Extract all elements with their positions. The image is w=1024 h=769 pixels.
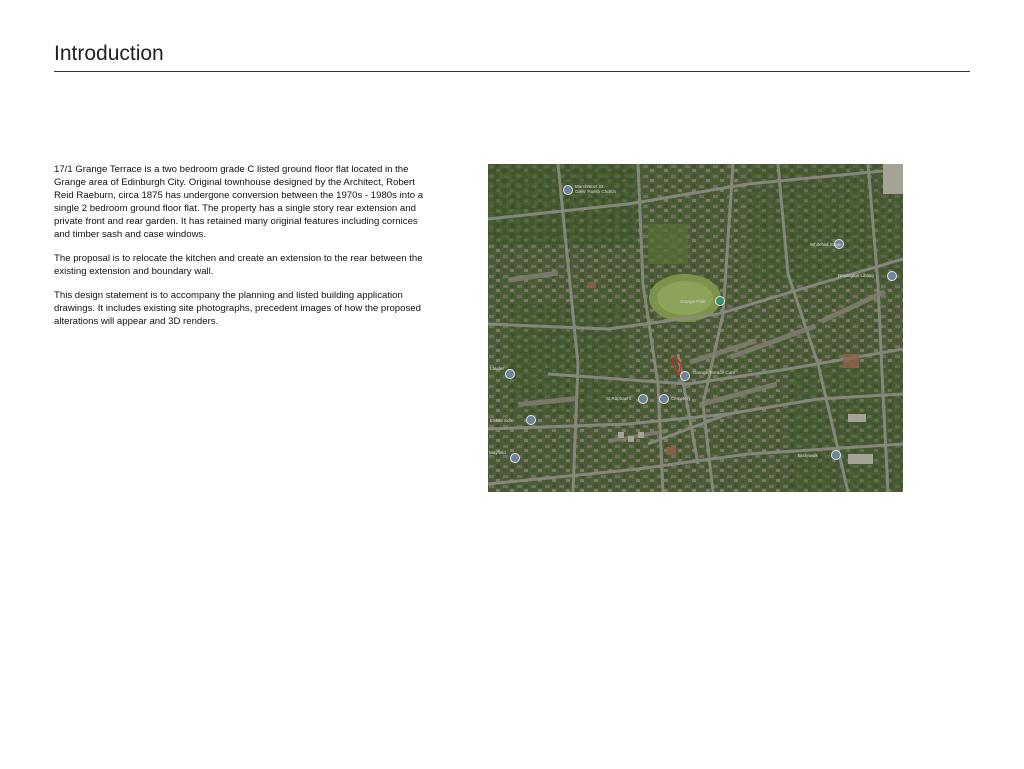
svg-text:Whitehall Stage: Whitehall Stage [810,242,842,247]
intro-paragraph-2: The proposal is to relocate the kitchen and create an extension to the rear between the existing extension and boundary wall. [54,253,423,277]
intro-paragraph-1: 17/1 Grange Terrace is a two bedroom grade C listed ground floor flat located in the Grange area of Edinburgh City. Original townhouse designed by the Architect, Robert Reid Raeburn, circa 1875 has undergone conversion between the 1970s - 1980s into a single 2 bedroom ground floor flat. The property has a single story rear extension and private front and rear garden. It has retained many original features including cornices and timber sash and case windows. [54,164,424,240]
page-title: Introduction [54,42,164,65]
title-divider [54,71,970,72]
svg-text:Grange Terrace Care: Grange Terrace Care [693,370,736,375]
aerial-site-map [488,164,903,492]
svg-text:Mayfield: Mayfield [489,450,506,455]
aerial-map-graphic [488,164,903,492]
svg-text:Giles' Parish Church: Giles' Parish Church [575,189,616,194]
svg-text:Grange Park: Grange Park [680,299,706,304]
intro-text-block [54,163,426,339]
svg-text:ESMS Sch: ESMS Sch [490,418,512,423]
map-tint [488,164,903,492]
svg-text:Newington Library: Newington Library [838,273,875,278]
svg-text:Marchmont St: Marchmont St [575,184,604,189]
svg-text:Bodywork: Bodywork [798,453,818,458]
svg-text:Cemetery: Cemetery [671,396,691,401]
svg-text:Lauder: Lauder [490,366,505,371]
svg-text:St Raphael's: St Raphael's [606,396,632,401]
intro-paragraph-3: This design statement is to accompany the planning and listed building application drawings. It includes existing site photographs, precedent images of how the proposed alterations will appear and 3D renders. [54,290,421,327]
